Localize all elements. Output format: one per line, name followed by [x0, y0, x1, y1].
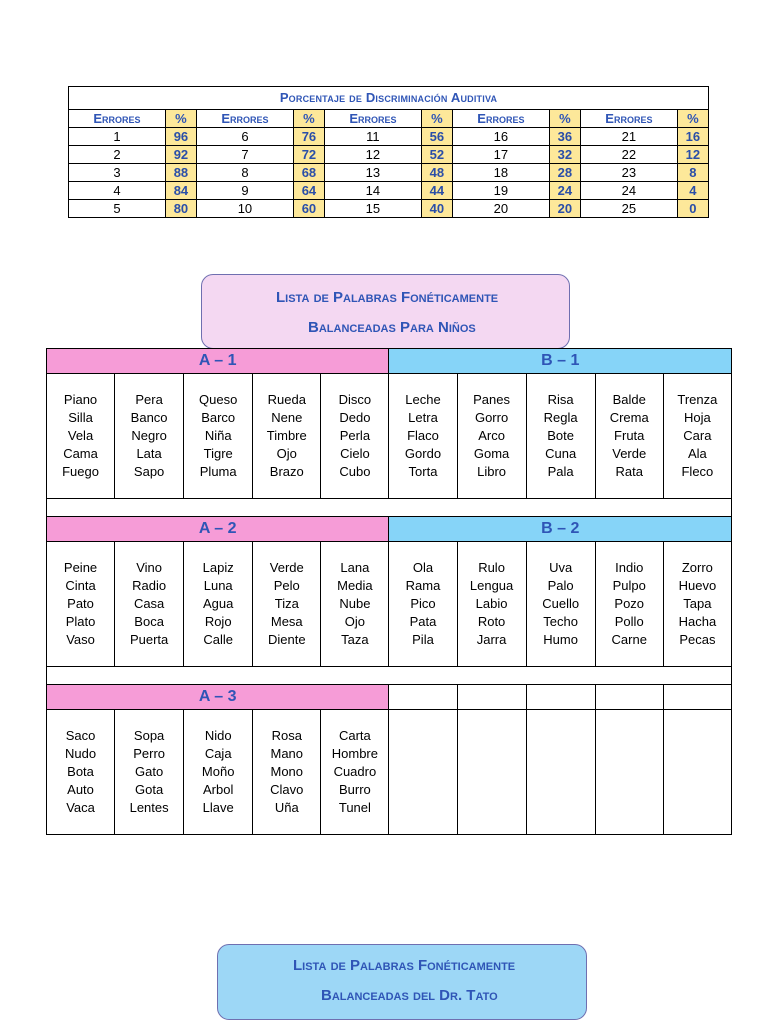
- percent-value: 44: [421, 182, 452, 200]
- percentage-row: [69, 200, 709, 218]
- percent-value: 36: [549, 128, 580, 146]
- word: Uva: [549, 560, 573, 575]
- word: Huevo: [678, 578, 717, 593]
- word: Saco: [65, 728, 96, 743]
- word-column: [253, 710, 321, 835]
- percent-value: 8: [677, 164, 708, 182]
- word: Dedo: [339, 410, 371, 425]
- percent-value: 24: [549, 182, 580, 200]
- word: Lentes: [129, 800, 169, 815]
- word: Crema: [609, 410, 649, 425]
- empty-cell: [595, 710, 663, 835]
- word-column-inner: [389, 542, 456, 649]
- word: Sapo: [133, 464, 165, 479]
- errores-value: 9: [196, 182, 293, 200]
- word-column-inner: [253, 710, 320, 817]
- word: Lata: [136, 446, 162, 461]
- word: Ala: [687, 446, 707, 461]
- word: Nudo: [65, 746, 97, 761]
- word-column-inner: [527, 542, 595, 649]
- word-column: [663, 374, 731, 499]
- word-column: [184, 710, 253, 835]
- word: Mesa: [270, 614, 303, 629]
- errores-value: 21: [580, 128, 677, 146]
- group-header: B – 2: [389, 517, 732, 542]
- word-column: [457, 542, 526, 667]
- word: Tapa: [683, 596, 712, 611]
- word: Goma: [473, 446, 510, 461]
- word-column-inner: [664, 542, 731, 649]
- word-column-inner: [184, 710, 252, 817]
- header-percent: %: [421, 110, 452, 128]
- percent-value: 92: [165, 146, 196, 164]
- word-column: [321, 374, 389, 499]
- word-column: [389, 374, 457, 499]
- word: Piano: [63, 392, 98, 407]
- word-lists-table: [46, 348, 732, 835]
- percent-value: 76: [293, 128, 324, 146]
- word: Carne: [611, 632, 647, 647]
- word: Pulpo: [612, 578, 646, 593]
- word: Llave: [202, 800, 234, 815]
- word: Pozo: [614, 596, 645, 611]
- word: Brazo: [269, 464, 304, 479]
- word: Fuego: [62, 464, 99, 479]
- word: Rueda: [267, 392, 306, 407]
- word: Techo: [543, 614, 578, 629]
- word: Pera: [135, 392, 163, 407]
- word-column: [457, 374, 526, 499]
- children-list-title-line1: Lista de Palabras Fonéticamente: [276, 289, 499, 306]
- word: Gota: [135, 782, 164, 797]
- word: Peine: [63, 560, 98, 575]
- empty-cell: [526, 710, 595, 835]
- word: Indio: [615, 560, 644, 575]
- empty-header-cell: [457, 685, 526, 710]
- word: Regla: [543, 410, 578, 425]
- word-column-inner: [47, 710, 114, 817]
- word-column: [184, 374, 253, 499]
- word: Taza: [341, 632, 369, 647]
- word-column: [663, 542, 731, 667]
- word: Bote: [547, 428, 575, 443]
- spacer-row: [47, 499, 732, 517]
- empty-cell: [663, 710, 731, 835]
- word: Casa: [133, 596, 165, 611]
- percent-value: 28: [549, 164, 580, 182]
- word: Ola: [412, 560, 434, 575]
- word: Torta: [408, 464, 438, 479]
- header-percent: %: [293, 110, 324, 128]
- percent-value: 32: [549, 146, 580, 164]
- word-column: [115, 374, 184, 499]
- word: Pecas: [679, 632, 716, 647]
- word: Rama: [405, 578, 441, 593]
- word-row: [47, 374, 732, 499]
- errores-value: 25: [580, 200, 677, 218]
- errores-value: 12: [324, 146, 421, 164]
- word-column-inner: [115, 710, 183, 817]
- word-column-inner: [389, 374, 456, 481]
- word: Agua: [203, 596, 234, 611]
- word: Hoja: [684, 410, 711, 425]
- header-errores: Errores: [580, 110, 677, 128]
- word-column-inner: [458, 374, 526, 481]
- word: Negro: [131, 428, 167, 443]
- word: Disco: [338, 392, 372, 407]
- header-percent: %: [677, 110, 708, 128]
- word: Hombre: [331, 746, 378, 761]
- group-header: B – 1: [389, 349, 732, 374]
- word: Cinta: [65, 578, 96, 593]
- group-header-row: [47, 685, 732, 710]
- word-column-inner: [321, 542, 388, 649]
- children-list-title-box: [201, 274, 570, 349]
- percentage-header-row: [69, 110, 709, 128]
- word: Trenza: [677, 392, 718, 407]
- word-column-inner: [253, 374, 320, 481]
- word: Pila: [412, 632, 434, 647]
- percent-value: 96: [165, 128, 196, 146]
- empty-header-cell: [663, 685, 731, 710]
- word: Barco: [201, 410, 236, 425]
- word: Labio: [475, 596, 508, 611]
- word: Mono: [270, 764, 304, 779]
- errores-value: 20: [452, 200, 549, 218]
- percentage-row: [69, 164, 709, 182]
- errores-value: 16: [452, 128, 549, 146]
- word: Pala: [547, 464, 574, 479]
- word-column-inner: [664, 374, 731, 481]
- word: Gordo: [404, 446, 442, 461]
- group-header-row: [47, 349, 732, 374]
- word: Vino: [136, 560, 163, 575]
- word-column: [321, 542, 389, 667]
- word: Arbol: [203, 782, 234, 797]
- word: Diente: [267, 632, 306, 647]
- word-column: [184, 542, 253, 667]
- word: Humo: [543, 632, 578, 647]
- word: Auto: [67, 782, 94, 797]
- word: Moño: [201, 764, 235, 779]
- word-column: [115, 710, 184, 835]
- word: Nido: [204, 728, 232, 743]
- word: Letra: [408, 410, 438, 425]
- word: Cubo: [339, 464, 371, 479]
- percent-value: 84: [165, 182, 196, 200]
- word-column-inner: [47, 542, 114, 649]
- spacer-cell: [47, 499, 732, 517]
- word: Pollo: [614, 614, 644, 629]
- empty-header-cell: [389, 685, 457, 710]
- word-column: [526, 374, 595, 499]
- word: Uña: [274, 800, 299, 815]
- word: Timbre: [266, 428, 307, 443]
- word: Tiza: [274, 596, 299, 611]
- word-column: [47, 374, 115, 499]
- errores-value: 1: [69, 128, 166, 146]
- errores-value: 23: [580, 164, 677, 182]
- word: Verde: [269, 560, 304, 575]
- spacer-cell: [47, 667, 732, 685]
- word: Hacha: [678, 614, 717, 629]
- word-column-inner: [184, 542, 252, 649]
- word-column-inner: [253, 542, 320, 649]
- word-column-inner: [458, 542, 526, 649]
- word: Lapiz: [202, 560, 234, 575]
- word-column: [321, 710, 389, 835]
- percent-value: 88: [165, 164, 196, 182]
- word-row: [47, 710, 732, 835]
- percent-value: 60: [293, 200, 324, 218]
- word: Tunel: [338, 800, 371, 815]
- word: Plato: [65, 614, 96, 629]
- word: Sopa: [133, 728, 165, 743]
- word: Queso: [199, 392, 238, 407]
- errores-value: 11: [324, 128, 421, 146]
- word: Lengua: [469, 578, 514, 593]
- word-column-inner: [596, 542, 663, 649]
- word: Pato: [67, 596, 94, 611]
- percent-value: 40: [421, 200, 452, 218]
- word: Radio: [132, 578, 167, 593]
- word: Perla: [339, 428, 371, 443]
- word: Cuello: [542, 596, 580, 611]
- percent-value: 56: [421, 128, 452, 146]
- word: Risa: [547, 392, 574, 407]
- percentage-table: [68, 86, 709, 218]
- word: Puerta: [129, 632, 169, 647]
- percent-value: 4: [677, 182, 708, 200]
- word-column-inner: [321, 710, 388, 817]
- word: Cara: [683, 428, 712, 443]
- word: Fleco: [681, 464, 714, 479]
- word: Rojo: [204, 614, 232, 629]
- word-column: [526, 542, 595, 667]
- percent-value: 52: [421, 146, 452, 164]
- percent-value: 80: [165, 200, 196, 218]
- word: Pluma: [199, 464, 237, 479]
- word: Gorro: [474, 410, 509, 425]
- word: Caja: [204, 746, 232, 761]
- word: Libro: [477, 464, 507, 479]
- word: Vaca: [66, 800, 95, 815]
- word: Balde: [612, 392, 646, 407]
- empty-cell: [389, 710, 457, 835]
- percent-value: 0: [677, 200, 708, 218]
- word: Banco: [130, 410, 168, 425]
- empty-cell: [457, 710, 526, 835]
- percent-value: 48: [421, 164, 452, 182]
- word-row: [47, 542, 732, 667]
- word-column-inner: [527, 374, 595, 481]
- word-column: [253, 374, 321, 499]
- errores-value: 24: [580, 182, 677, 200]
- percentage-row: [69, 146, 709, 164]
- errores-value: 14: [324, 182, 421, 200]
- errores-value: 6: [196, 128, 293, 146]
- word: Pico: [410, 596, 436, 611]
- word: Cielo: [340, 446, 370, 461]
- word-column-inner: [184, 374, 252, 481]
- word: Nene: [271, 410, 303, 425]
- word: Silla: [68, 410, 93, 425]
- word-column: [47, 710, 115, 835]
- word: Carta: [338, 728, 371, 743]
- header-percent: %: [165, 110, 196, 128]
- header-errores: Errores: [69, 110, 166, 128]
- word: Verde: [612, 446, 647, 461]
- percent-value: 20: [549, 200, 580, 218]
- percentage-table-title: Porcentaje de Discriminación Auditiva: [69, 87, 709, 110]
- errores-value: 5: [69, 200, 166, 218]
- errores-value: 17: [452, 146, 549, 164]
- word: Bota: [67, 764, 94, 779]
- word: Pata: [409, 614, 437, 629]
- percent-value: 16: [677, 128, 708, 146]
- word: Media: [337, 578, 373, 593]
- errores-value: 13: [324, 164, 421, 182]
- word: Lana: [340, 560, 370, 575]
- word: Ojo: [344, 614, 365, 629]
- tato-list-title-box: [217, 944, 587, 1020]
- errores-value: 8: [196, 164, 293, 182]
- percent-value: 68: [293, 164, 324, 182]
- word-column: [115, 542, 184, 667]
- word: Nube: [339, 596, 371, 611]
- group-header-row: [47, 517, 732, 542]
- word-column: [253, 542, 321, 667]
- errores-value: 3: [69, 164, 166, 182]
- word-column-inner: [115, 374, 183, 481]
- word: Roto: [477, 614, 506, 629]
- word-column-inner: [47, 374, 114, 481]
- word: Calle: [203, 632, 233, 647]
- errores-value: 2: [69, 146, 166, 164]
- word: Ojo: [276, 446, 297, 461]
- word: Rosa: [271, 728, 302, 743]
- percent-value: 72: [293, 146, 324, 164]
- tato-list-title-line2: Balanceadas del Dr. Tato: [321, 987, 498, 1004]
- errores-value: 22: [580, 146, 677, 164]
- word: Arco: [478, 428, 505, 443]
- empty-header-cell: [526, 685, 595, 710]
- word-column: [47, 542, 115, 667]
- word: Zorro: [681, 560, 713, 575]
- errores-value: 10: [196, 200, 293, 218]
- word: Gato: [135, 764, 164, 779]
- errores-value: 7: [196, 146, 293, 164]
- header-errores: Errores: [324, 110, 421, 128]
- header-errores: Errores: [452, 110, 549, 128]
- tato-list-title-line1: Lista de Palabras Fonéticamente: [293, 957, 516, 974]
- percent-value: 12: [677, 146, 708, 164]
- word: Cuna: [545, 446, 577, 461]
- word-column-inner: [115, 542, 183, 649]
- children-list-title-line2: Balanceadas Para Niños: [308, 319, 476, 336]
- word: Cama: [63, 446, 98, 461]
- word: Fruta: [614, 428, 645, 443]
- word: Jarra: [476, 632, 507, 647]
- errores-value: 15: [324, 200, 421, 218]
- word: Tigre: [203, 446, 233, 461]
- empty-header-cell: [595, 685, 663, 710]
- word: Niña: [204, 428, 232, 443]
- word: Burro: [338, 782, 371, 797]
- percentage-row: [69, 182, 709, 200]
- word: Leche: [405, 392, 441, 407]
- word: Rata: [615, 464, 643, 479]
- percent-value: 64: [293, 182, 324, 200]
- word-column-inner: [596, 374, 663, 481]
- word: Boca: [134, 614, 164, 629]
- word-column-inner: [321, 374, 388, 481]
- errores-value: 4: [69, 182, 166, 200]
- word: Luna: [203, 578, 233, 593]
- group-header: A – 1: [47, 349, 389, 374]
- word-column: [595, 542, 663, 667]
- word: Mano: [270, 746, 304, 761]
- header-errores: Errores: [196, 110, 293, 128]
- percentage-row: [69, 128, 709, 146]
- word: Pelo: [273, 578, 300, 593]
- errores-value: 19: [452, 182, 549, 200]
- word: Rulo: [478, 560, 505, 575]
- word-column: [595, 374, 663, 499]
- errores-value: 18: [452, 164, 549, 182]
- word: Palo: [547, 578, 574, 593]
- group-header: A – 2: [47, 517, 389, 542]
- header-percent: %: [549, 110, 580, 128]
- word: Clavo: [270, 782, 304, 797]
- word: Vela: [67, 428, 94, 443]
- group-header: A – 3: [47, 685, 389, 710]
- word: Vaso: [66, 632, 95, 647]
- word: Cuadro: [333, 764, 377, 779]
- word: Perro: [133, 746, 166, 761]
- word-column: [389, 542, 457, 667]
- word: Panes: [473, 392, 510, 407]
- spacer-row: [47, 667, 732, 685]
- word: Flaco: [407, 428, 439, 443]
